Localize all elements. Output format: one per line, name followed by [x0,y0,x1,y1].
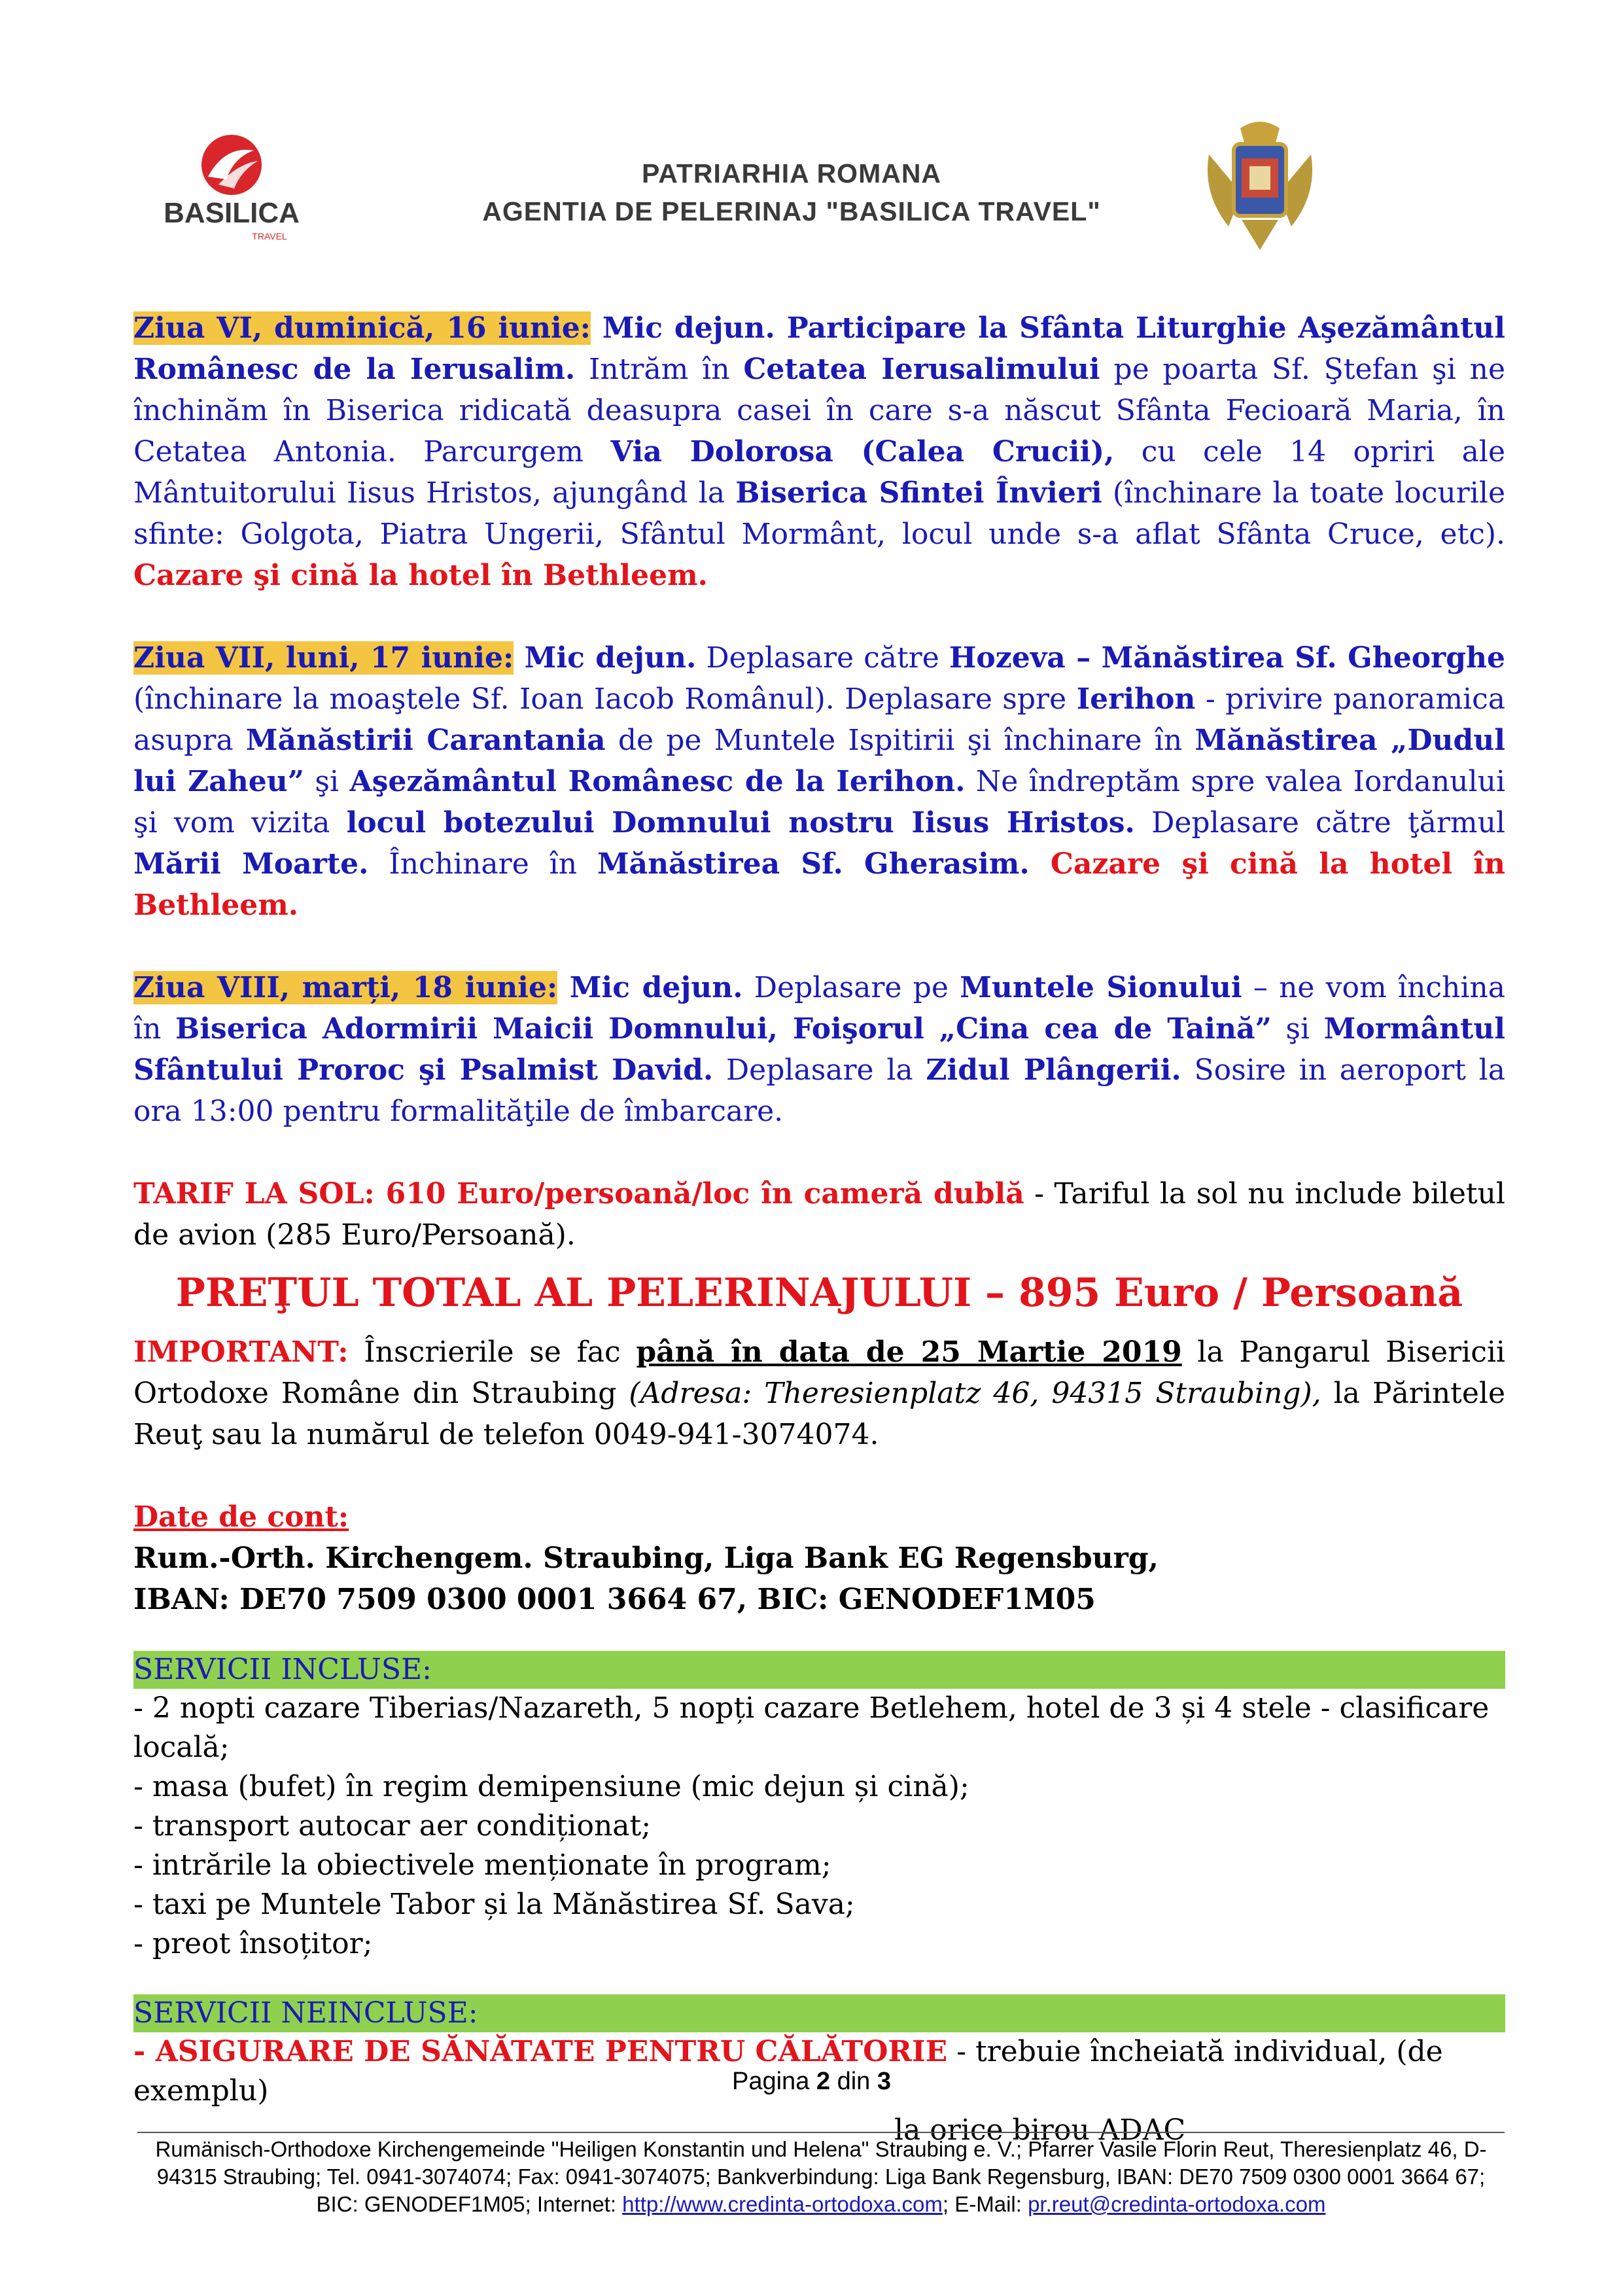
day6-text-5: Via Dolorosa (Calea Crucii), [610,435,1115,468]
website-link[interactable]: http://www.credinta-ortodoxa.com [622,2192,943,2216]
day6-text-3: Cetatea Ierusalimului [743,353,1100,386]
header-title-line1: PATRIARHIA ROMANA [641,158,942,188]
basilica-logo [154,131,309,249]
day8-paragraph [133,967,1505,1132]
excluded-title: SERVICII NEINCLUSE: [133,1994,1505,2032]
footer-line1: Rumänisch-Orthodoxe Kirchengemeinde "Heiligen Konstantin und Helena" Straubing e. V.; Pfarrer Vasile Florin Reut, Theresienplatz 46, D- [155,2137,1487,2161]
important-paragraph [133,1332,1505,1455]
day7-text-13: locul botezului Domnului nostru Iisus Hristos. [346,806,1135,839]
page-mid: din [830,2068,877,2095]
day8-label: Ziua VIII, marți, 18 iunie: [133,971,558,1004]
day6-paragraph [133,308,1505,596]
day7-text-1: Mic dejun. [514,641,697,675]
logo-text: BASILICA [164,197,300,229]
list-item: - taxi pe Muntele Tabor și la Mănăstirea Sf. Sava; [133,1888,855,1921]
excluded-rest1: - trebuie încheiată individual, (de exemplu) [133,2035,1443,2108]
list-item: - intrările la obiectivele menționate în program; [133,1848,831,1882]
day6-text-4: pe poarta Sf. Ştefan şi ne închinăm în Biserica ridicată deasupra casei în care s-a născut Sfânta Fecioară Maria, în Cetatea Antonia. Parcurgem [133,353,1505,468]
day6-text-2: Intrăm în [575,353,744,386]
day7-label: Ziua VII, luni, 17 iunie: [133,641,514,675]
footer [136,2136,1506,2218]
day7-text-10: şi [304,765,350,798]
account-line2: IBAN: DE70 7509 0300 0001 3664 67, BIC: GENODEF1M05 [133,1583,1096,1616]
footer-bic: BIC: GENODEF1M05; Internet: [316,2192,623,2216]
footer-divider [137,2132,1505,2133]
day7-text-17: Mănăstirea Sf. Gherasim. [597,847,1030,881]
list-item: - masa (bufet) în regim demipensiune (mic dejun și cină); [133,1770,969,1803]
important-deadline: până în data de 25 Martie 2019 [636,1335,1182,1369]
day6-text-7: Biserica Sfintei Învieri [735,476,1102,510]
account-section [133,1496,1505,1620]
page-current: 2 [816,2068,831,2095]
account-label: Date de cont: [133,1500,349,1534]
day8-text-1: Mic dejun. [557,971,743,1004]
day7-text-8: de pe Muntele Ispitirii şi închinare în [605,724,1195,757]
footer-line2: 94315 Straubing; Tel. 0941-3074074; Fax: 0941-3074075; Bankverbindung: Liga Bank Regensburg, IBAN: DE70 7509 0300 0001 3664 67; [156,2164,1486,2189]
email-link[interactable]: pr.reut@credinta-ortodoxa.com [1028,2192,1326,2216]
day7-text-7: Mănăstirii Carantania [245,724,606,757]
day6-label: Ziua VI, duminică, 16 iunie: [133,311,591,345]
day7-paragraph [133,637,1505,926]
day7-text-3: Hozeva – Mănăstirea Sf. Gheorghe [949,641,1505,675]
included-title: SERVICII INCLUSE: [133,1651,1505,1689]
important-address: (Adresa: Theresienplatz 46, 94315 Straubing), [629,1377,1321,1410]
list-item: - transport autocar aer condiționat; [133,1809,652,1843]
day7-text-6: - privire panoramica asupra [133,682,1505,757]
included-list [133,1689,1505,1964]
day7-text-2: Deplasare către [696,641,949,675]
day7-text-18: Cazare şi cină la hotel în Bethleem. [133,847,1505,922]
day6-text-6: cu cele 14 opriri ale Mântuitorului Iisus Hristos, ajungând la [133,435,1506,510]
total-price-heading: PREŢUL TOTAL AL PELERINAJULUI – 895 Euro / Persoană [175,1270,1463,1316]
day6-text-8: (închinare la toate locurile sfinte: Golgota, Piatra Ungerii, Sfântul Mormânt, locul unde s-a aflat Sfânta Cruce, etc). [133,476,1505,551]
header-title [366,154,1217,230]
footer-email-label: ; E-Mail: [942,2192,1028,2216]
day7-text-11: Aşezământul Românesc de la Ierihon. [349,765,966,798]
day6-text-1: Mic dejun. Participare la Sfânta Liturghie Aşezământul Românesc de la Ierusalim. [133,311,1505,386]
page-total: 3 [877,2068,891,2095]
day8-text-10: Sosire in aeroport la ora 13:00 pentru formalităţile de îmbarcare. [133,1053,1505,1128]
tarif-paragraph [133,1173,1505,1256]
day8-text-2: Deplasare pe [742,971,960,1004]
day7-text-14: Deplasare către ţărmul [1134,806,1505,839]
document-body [133,308,1505,2150]
day7-text-4: (închinare la moaştele Sf. Ioan Iacob Românul). Deplasare spre [133,682,1077,716]
day8-text-9: Zidul Plângerii. [926,1053,1181,1087]
day8-text-4: – ne vom închina în [133,971,1505,1046]
account-line1: Rum.-Orth. Kirchengem. Straubing, Liga Bank EG Regensburg, [133,1542,1159,1575]
day7-text-5: Ierihon [1076,682,1196,716]
important-text-2: la Pangarul Bisericii Ortodoxe Române din Straubing [133,1335,1505,1410]
day8-text-3: Muntele Sionului [960,971,1242,1004]
day7-text-16: Închinare în [368,847,597,881]
important-text-3: la Părintele Reuţ sau la numărul de telefon 0049-941-3074074. [133,1377,1505,1451]
page-prefix: Pagina [732,2068,816,2095]
list-item: - 2 nopti cazare Tiberias/Nazareth, 5 nopți cazare Betlehem, hotel de 3 și 4 stele - clasificare locală; [133,1691,1490,1764]
day7-text-15: Mării Moarte. [133,847,369,881]
day7-text-12: Ne îndreptăm spre valea Iordanului şi vom vizita [133,765,1505,839]
day6-text-9: Cazare şi cină la hotel în Bethleem. [133,559,708,592]
day7-text-9: Mănăstirea „Dudul lui Zaheu” [133,724,1505,798]
day8-text-5: Biserica Adormirii Maicii Domnului, Foişorul „Cina cea de Taină” [175,1012,1272,1046]
day8-text-7: Mormântul Sfântului Proroc şi Psalmist David. [133,1012,1505,1087]
important-label: IMPORTANT: [133,1335,349,1369]
day8-text-8: Deplasare la [713,1053,926,1087]
important-text-1: Înscrierile se fac [348,1335,637,1369]
patriarchate-crest-icon [1202,115,1318,255]
header-title-line2: AGENTIA DE PELERINAJ "BASILICA TRAVEL" [482,196,1101,226]
tarif-rest: - Tariful la sol nu include biletul de avion (285 Euro/Persoană). [133,1177,1505,1252]
excluded-red: - ASIGURARE DE SĂNĂTATE PENTRU CĂLĂTORIE [133,2035,948,2068]
tarif-red: TARIF LA SOL: 610 Euro/persoană/loc în cameră dublă [133,1177,1024,1210]
day8-text-6: şi [1271,1012,1324,1046]
page-number [0,2068,1623,2096]
footer-line3 [136,2191,1506,2218]
list-item: - preot însoțitor; [133,1927,373,1960]
logo-sub: TRAVEL [252,231,287,241]
excluded-rest2: la orice birou ADAC [894,2113,1186,2147]
